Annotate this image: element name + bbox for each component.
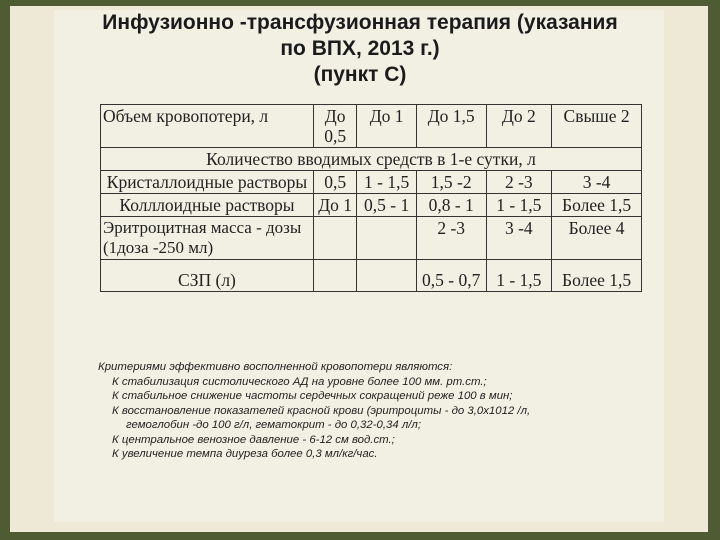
row-label: Колллоидные растворы [101,194,314,217]
header-col-3: До 1,5 [416,105,486,148]
row-cell [357,260,417,292]
criteria-notes [98,360,658,462]
notes-item: К стабильное снижение частоты сердечных сокращений реже 100 в мин; [112,390,513,402]
notes-item: К увеличение темпа диуреза более 0,3 мл/кг/час. [112,448,378,460]
row-cell: 0,5 - 0,7 [416,260,486,292]
title-line-3: (пункт С) [313,63,407,86]
table-row [101,171,642,194]
notes-item: К стабилизация систолического АД на уровне более 100 мм. рт.ст.; [112,375,487,388]
row-cell: 1 - 1,5 [357,171,417,194]
table-header-row [101,105,642,148]
row-cell: 3 -4 [486,217,552,260]
row-cell: До 1 [313,194,356,217]
row-cell: 3 -4 [552,171,642,194]
notes-heading: Критериями эффективно восполненной кровопотери являются: [98,361,453,373]
header-col-5: Свыше 2 [552,105,642,148]
row-cell: 0,8 - 1 [416,194,486,217]
row-cell: 1 - 1,5 [486,194,552,217]
row-label: Эритроцитная масса - дозы (1доза -250 мл) [101,217,314,260]
notes-item: К восстановление показателей красной крови (эритроциты - до 3,0х1012 /л, [112,404,531,417]
row-cell: 2 -3 [486,171,552,194]
therapy-table [100,104,642,292]
row-cell: Более 1,5 [552,260,642,292]
row-cell [313,260,356,292]
table-section-row [101,148,642,171]
row-label: Кристаллоидные растворы [101,171,314,194]
row-label: СЗП (л) [101,260,314,292]
title-line-1: Инфузионно -трансфузионная терапия (указания [102,11,618,34]
header-label: Объем кровопотери, л [101,105,314,148]
table-row [101,260,642,292]
notes-item: К центральное венозное давление - 6-12 см вод.ст.; [112,433,395,446]
table-row [101,194,642,217]
table-row [101,217,642,260]
row-cell: Более 1,5 [552,194,642,217]
row-cell: 0,5 [313,171,356,194]
row-cell: 2 -3 [416,217,486,260]
notes-item: гемоглобин -до 100 г/л, гематокрит - до 0,32-0,34 л/л; [126,419,422,431]
header-col-2: До 1 [357,105,417,148]
row-cell [357,217,417,260]
row-cell: Более 4 [552,217,642,260]
section-title: Количество вводимых средств в 1-е сутки, л [101,148,642,171]
header-col-4: До 2 [486,105,552,148]
row-cell: 1,5 -2 [416,171,486,194]
title-line-2: по ВПХ, 2013 г.) [280,37,440,60]
row-cell: 1 - 1,5 [486,260,552,292]
row-cell [313,217,356,260]
header-col-1: До 0,5 [313,105,356,148]
slide-title [58,10,662,88]
row-cell: 0,5 - 1 [357,194,417,217]
